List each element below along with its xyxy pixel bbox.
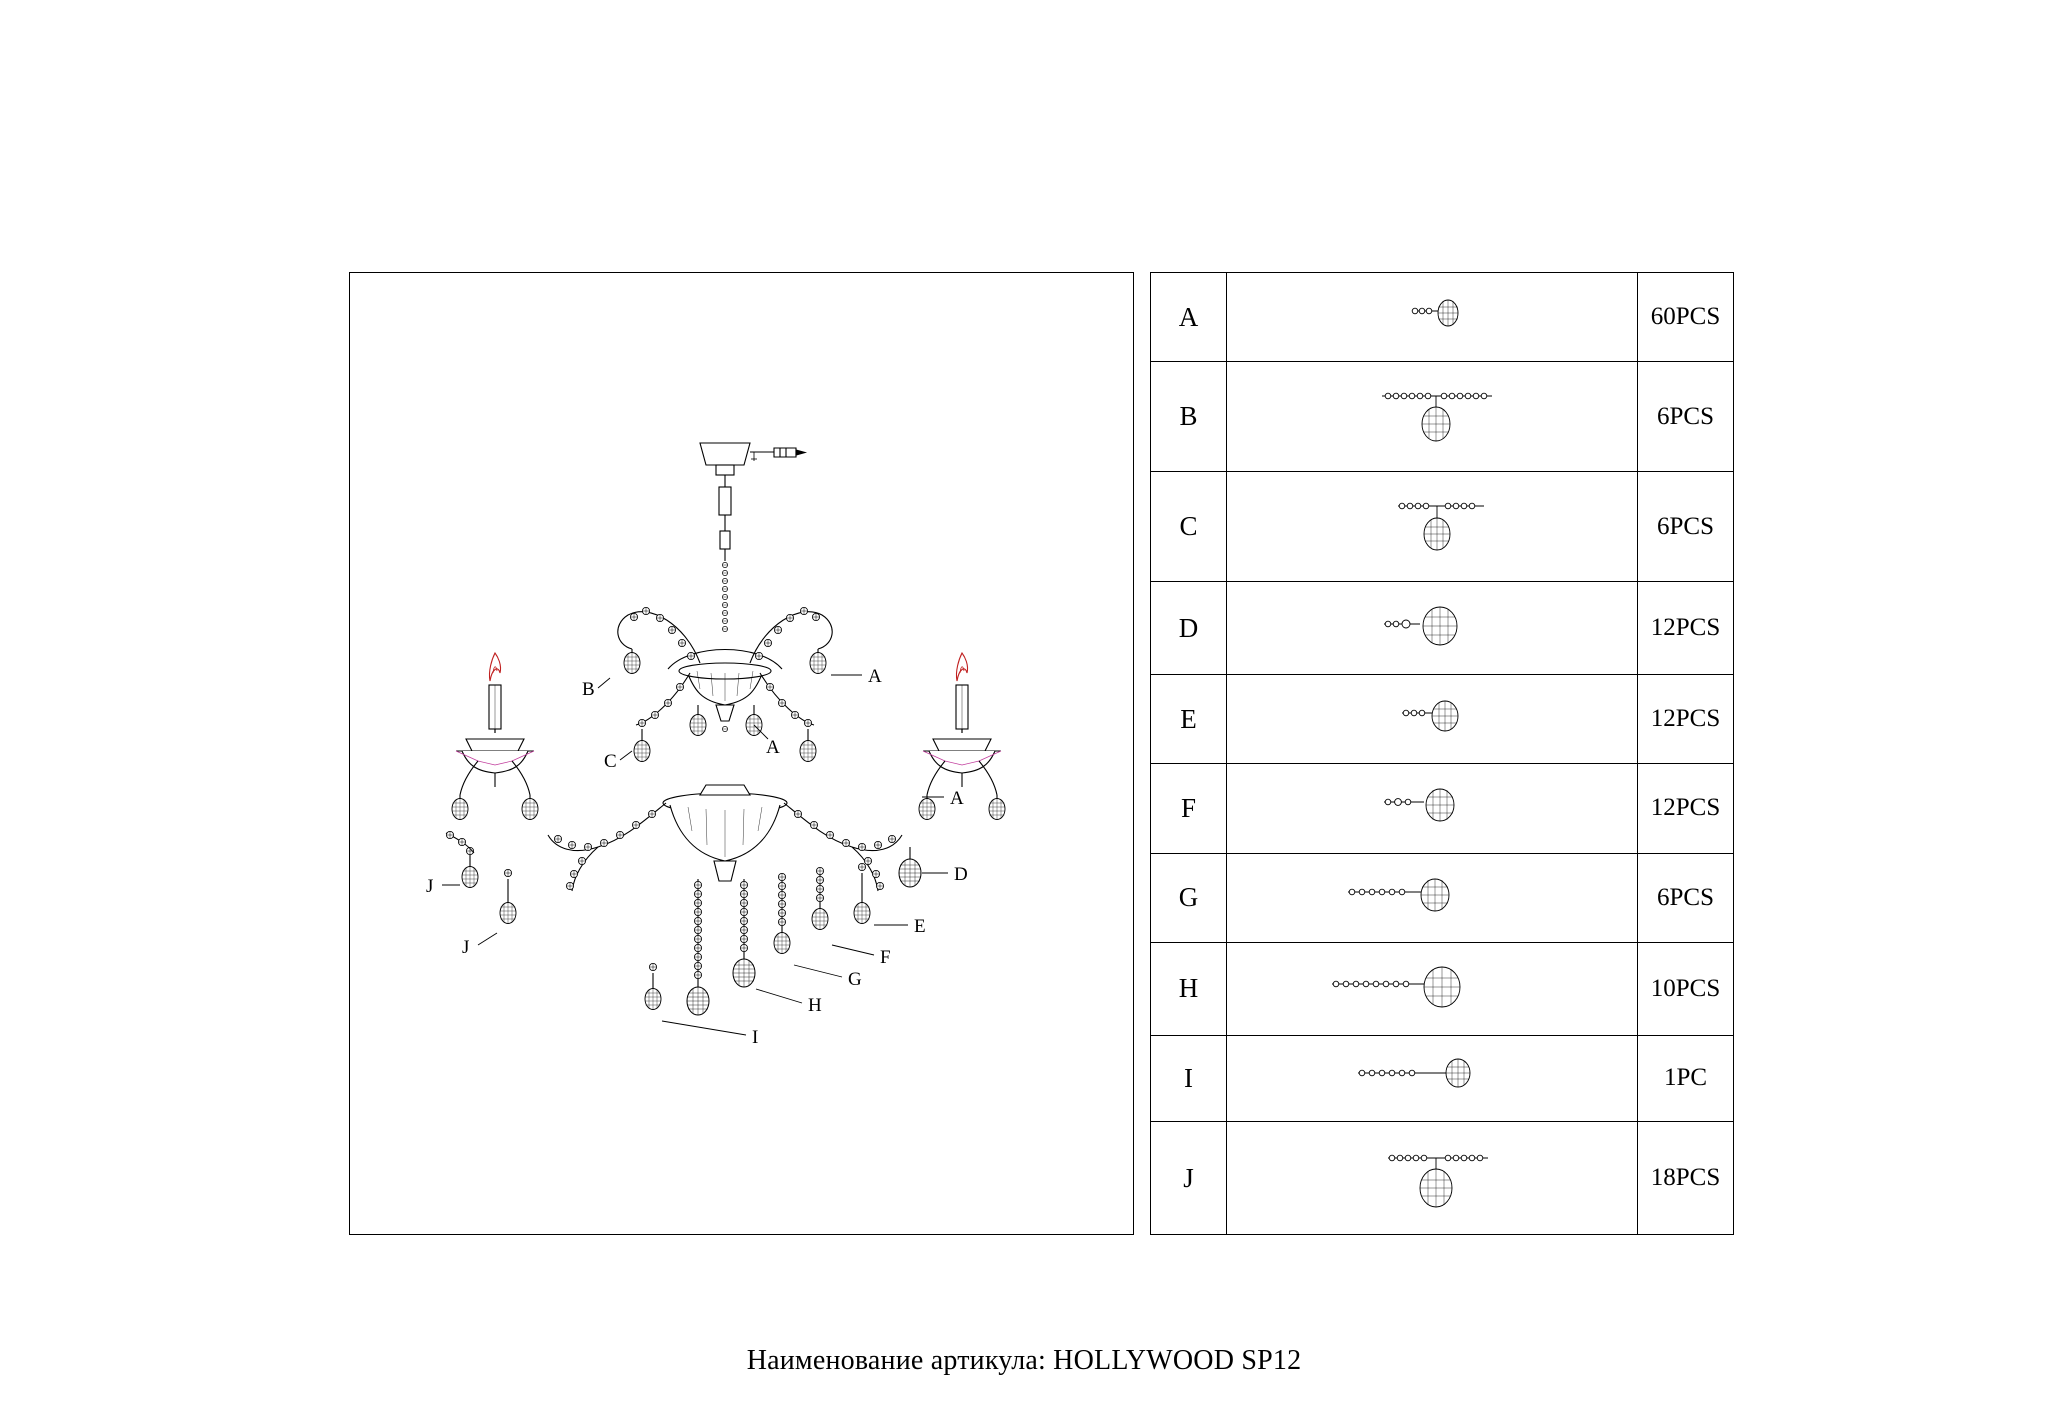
part-qty: 6PCS [1638,853,1734,942]
table-row [1151,943,1734,1035]
table-row [1151,472,1734,582]
center-hanging-strands [645,867,828,1015]
part-shape-B [1227,362,1638,472]
part-shape-G [1227,853,1638,942]
callout-G: G [848,969,862,990]
part-qty: 18PCS [1638,1122,1734,1235]
table-row [1151,1035,1734,1122]
callout-I: I [752,1027,759,1048]
callout-F: F [880,947,891,968]
candle-arm-left [456,653,534,795]
part-shape-F [1227,764,1638,853]
part-letter: F [1151,764,1227,853]
part-letter: C [1151,472,1227,582]
callout-C: C [604,751,617,772]
part-qty: 6PCS [1638,362,1734,472]
chandelier-drawing-frame [349,272,1134,1235]
callout-B: B [582,679,595,700]
part-letter: D [1151,582,1227,674]
right-lower-drops [854,847,921,924]
callout-D: D [954,864,968,885]
part-letter: E [1151,674,1227,763]
part-letter: I [1151,1035,1227,1122]
part-shape-J [1227,1122,1638,1235]
part-qty: 60PCS [1638,273,1734,362]
part-letter: J [1151,1122,1227,1235]
parts-list-table [1150,272,1734,1235]
callout-A-right: A [950,788,964,809]
part-shape-C [1227,472,1638,582]
table-row [1151,1122,1734,1235]
center-bead-chain-top [722,562,727,631]
part-shape-I [1227,1035,1638,1122]
part-letter: B [1151,362,1227,472]
part-letter: G [1151,853,1227,942]
callout-H: H [808,995,822,1016]
j-drops-left [446,831,516,923]
part-qty: 6PCS [1638,472,1734,582]
article-name-caption: Наименование артикула: HOLLYWOOD SP12 [746,1345,1302,1376]
table-row [1151,582,1734,674]
callout-E: E [914,916,926,937]
part-qty: 10PCS [1638,943,1734,1035]
part-letter: H [1151,943,1227,1035]
part-qty: 12PCS [1638,582,1734,674]
table-row [1151,362,1734,472]
chandelier-drawing [350,273,1135,1236]
table-row [1151,764,1734,853]
part-letter: A [1151,273,1227,362]
callout-J-left: J [426,876,434,897]
ceiling-canopy [700,443,805,487]
callout-A-top: A [868,666,882,687]
table-row [1151,273,1734,362]
table-row [1151,853,1734,942]
table-row [1151,674,1734,763]
lower-tier-body [663,785,787,881]
part-shape-A [1227,273,1638,362]
candle-arm-right [923,653,1001,795]
upper-tier-body [668,650,782,732]
callout-J-lower: J [462,937,470,958]
part-shape-H [1227,943,1638,1035]
suspension-rod [719,487,731,561]
part-qty: 1PC [1638,1035,1734,1122]
part-qty: 12PCS [1638,674,1734,763]
part-shape-D [1227,582,1638,674]
callout-A-mid: A [766,737,780,758]
part-qty: 12PCS [1638,764,1734,853]
part-shape-E [1227,674,1638,763]
